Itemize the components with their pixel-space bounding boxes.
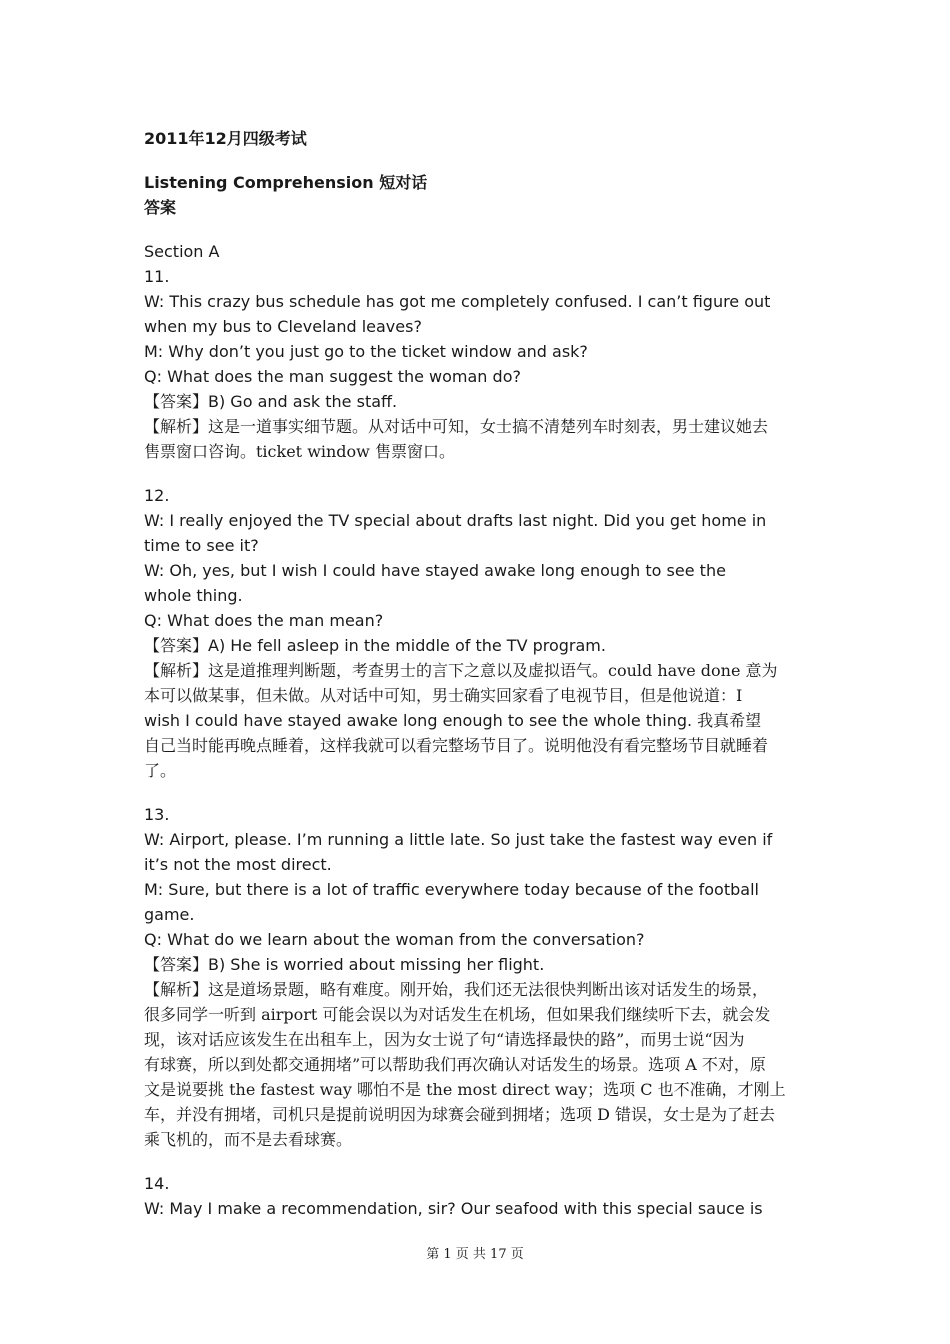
analysis-line: 【解析】这是道场景题，略有难度。刚开始，我们还无法很快判断出该对话发生的场景，: [144, 980, 769, 999]
dialogue-line: W: Airport, please. I’m running a little late. So just take the fastest way even if: [144, 830, 773, 849]
question-number: 12.: [144, 486, 170, 505]
analysis-line: 有球赛，所以到处都交通拥堵”可以帮助我们再次确认对话发生的场景。选项 A 不对，原: [144, 1055, 766, 1074]
question-number: 13.: [144, 805, 170, 824]
dialogue-line: time to see it?: [144, 536, 259, 555]
question-block: [144, 802, 812, 1152]
dialogue-line: W: May I make a recommendation, sir? Our seafood with this special sauce is: [144, 1199, 763, 1218]
dialogue-line: it’s not the most direct.: [144, 855, 332, 874]
dialogue-line: M: Sure, but there is a lot of traffic everywhere today because of the football: [144, 880, 759, 899]
analysis-line: 现，该对话应该发生在出租车上，因为女士说了句“请选择最快的路”，而男士说“因为: [144, 1030, 745, 1049]
dialogue-line: W: Oh, yes, but I wish I could have stayed awake long enough to see the: [144, 561, 726, 580]
dialogue-line: W: This crazy bus schedule has got me completely confused. I can’t figure out: [144, 292, 771, 311]
question-line: Q: What does the man mean?: [144, 611, 384, 630]
analysis-line: 售票窗口咨询。ticket window 售票窗口。: [144, 442, 455, 461]
question-block: [144, 1171, 812, 1221]
analysis-line: 车，并没有拥堵，司机只是提前说明因为球赛会碰到拥堵；选项 D 错误，女士是为了赶去: [144, 1105, 776, 1124]
answers-heading: 答案: [144, 198, 177, 217]
question-number: 14.: [144, 1174, 170, 1193]
dialogue-line: when my bus to Cleveland leaves?: [144, 317, 422, 336]
analysis-line: 乘飞机的，而不是去看球赛。: [144, 1130, 353, 1149]
dialogue-line: game.: [144, 905, 195, 924]
question-number: 11.: [144, 267, 170, 286]
question-block: [144, 483, 812, 783]
document-content: [144, 126, 812, 1221]
dialogue-line: W: I really enjoyed the TV special about drafts last night. Did you get home in: [144, 511, 767, 530]
dialogue-line: whole thing.: [144, 586, 243, 605]
page-footer: 第 1 页 共 17 页: [426, 1247, 524, 1262]
question-block: [144, 264, 812, 464]
analysis-line: wish I could have stayed awake long enough to see the whole thing. 我真希望: [144, 711, 762, 730]
analysis-line: 文是说要挑 the fastest way 哪怕不是 the most direct way；选项 C 也不准确，才刚上: [144, 1080, 786, 1099]
question-line: Q: What does the man suggest the woman do?: [144, 367, 521, 386]
answer-line: 【答案】A) He fell asleep in the middle of the TV program.: [144, 636, 606, 655]
analysis-line: 本可以做某事，但未做。从对话中可知，男士确实回家看了电视节目，但是他说道：I: [144, 686, 743, 705]
answer-line: 【答案】B) She is worried about missing her flight.: [144, 955, 545, 974]
analysis-line: 自己当时能再晚点睡着，这样我就可以看完整场节目了。说明他没有看完整场节目就睡着: [144, 736, 769, 755]
analysis-line: 【解析】这是道推理判断题，考查男士的言下之意以及虚拟语气。could have done 意为: [144, 661, 778, 680]
analysis-line: 很多同学一听到 airport 可能会误以为对话发生在机场，但如果我们继续听下去，就会发: [144, 1005, 771, 1024]
document-title: 2011年12月四级考试: [144, 129, 307, 148]
dialogue-line: M: Why don’t you just go to the ticket window and ask?: [144, 342, 588, 361]
answer-line: 【答案】B) Go and ask the staff.: [144, 392, 398, 411]
question-line: Q: What do we learn about the woman from the conversation?: [144, 930, 645, 949]
section-heading: Section A: [144, 242, 220, 261]
document-subtitle: Listening Comprehension 短对话: [144, 173, 428, 192]
analysis-line: 【解析】这是一道事实细节题。从对话中可知，女士搞不清楚列车时刻表，男士建议她去: [144, 417, 769, 436]
analysis-line: 了。: [144, 761, 177, 780]
